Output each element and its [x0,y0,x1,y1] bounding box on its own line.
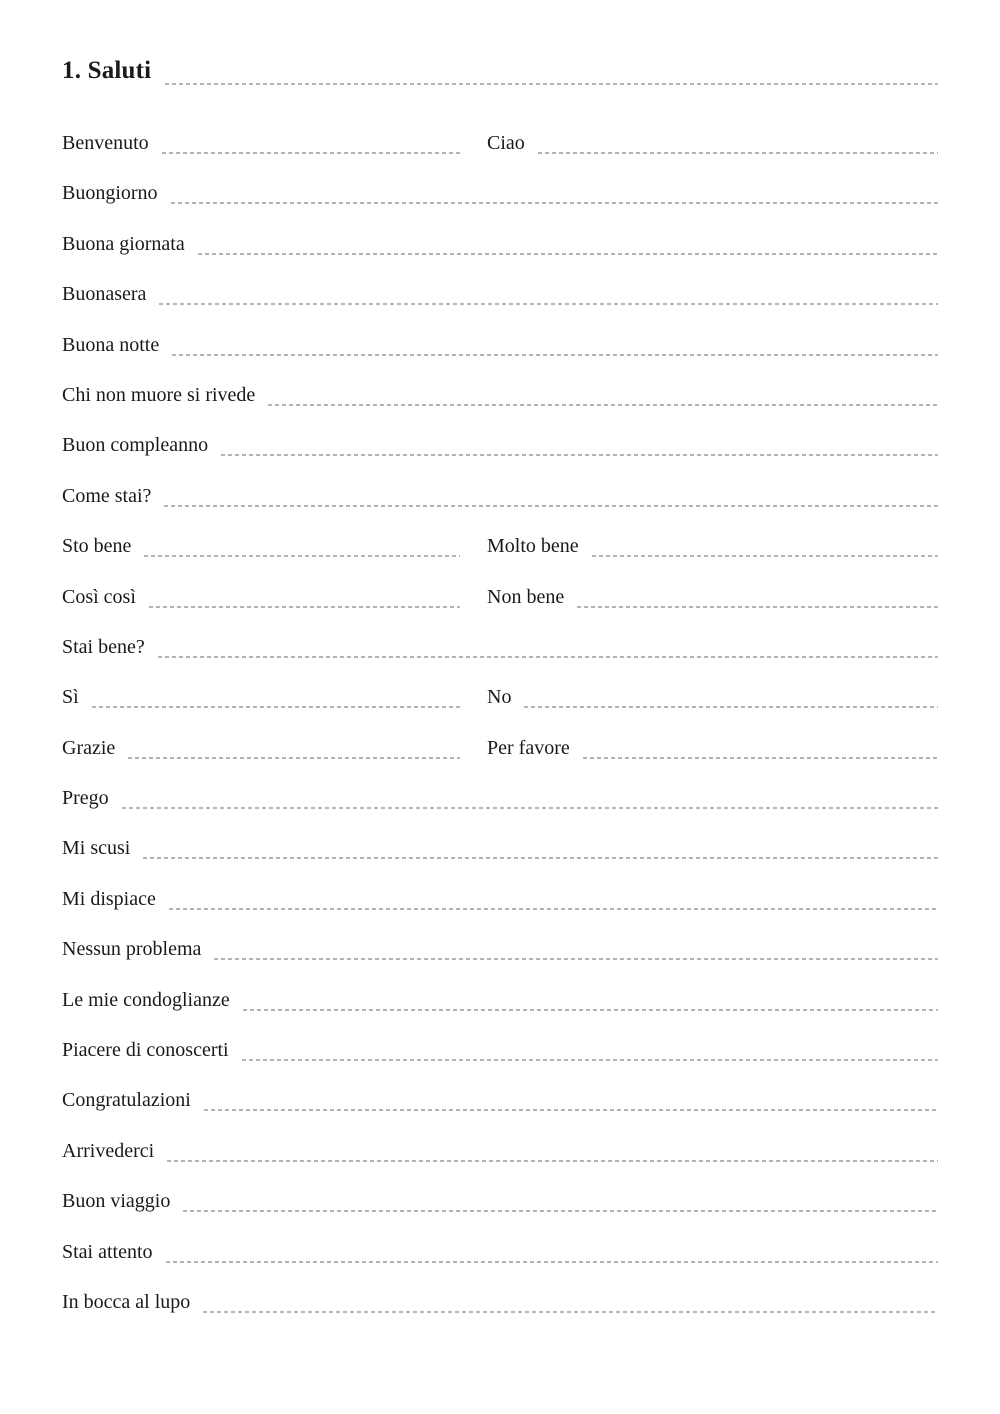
vocab-row [62,1227,938,1277]
term-label: Come stai? [62,484,152,507]
vocab-cell [62,622,938,672]
vocab-cell [62,1277,938,1327]
answer-line [221,454,938,456]
vocab-cell [62,118,460,168]
term-label: Buona giornata [62,232,185,255]
vocab-cell [62,1176,938,1226]
term-label: Le mie condoglianze [62,988,230,1011]
vocab-row [62,370,938,420]
vocab-row [62,773,938,823]
term-label: Buongiorno [62,182,158,205]
vocab-cell [62,269,938,319]
term-label: Così così [62,585,136,608]
vocab-cell [487,672,938,722]
vocab-cell [487,723,938,773]
vocab-row [62,521,938,571]
term-label: Ciao [487,132,525,154]
vocab-row [62,823,938,873]
vocab-cell [62,773,938,823]
vocab-row [62,672,938,722]
term-label: No [487,686,512,709]
answer-line [172,354,938,356]
vocab-cell [62,572,460,622]
vocab-row [62,1277,938,1327]
vocab-cell [62,168,938,218]
answer-line [592,555,938,557]
section-header [62,54,938,88]
answer-line [122,807,938,809]
answer-line [538,152,938,154]
vocab-row [62,269,938,319]
term-label: Benvenuto [62,132,149,154]
vocab-row [62,1126,938,1176]
answer-line [169,908,938,910]
term-label: Buon viaggio [62,1190,171,1213]
answer-line [167,1160,938,1162]
term-label: Buon compleanno [62,434,209,457]
term-label: Mi dispiace [62,887,156,910]
answer-line [242,1059,938,1061]
term-label: Stai attento [62,1240,153,1263]
answer-line [171,202,938,204]
term-label: Sto bene [62,535,132,558]
vocab-row [62,168,938,218]
answer-line [92,706,460,708]
vocab-cell [487,118,938,168]
vocab-row [62,320,938,370]
answer-line [149,606,460,608]
answer-line [164,505,938,507]
vocab-row [62,219,938,269]
term-label: Piacere di conoscerti [62,1039,229,1062]
vocab-cell [62,219,938,269]
vocab-cell [62,471,938,521]
vocab-cell [62,521,460,571]
vocab-cell [62,723,460,773]
vocab-row [62,622,938,672]
answer-line [162,152,460,154]
answer-line [158,656,938,658]
answer-line [198,253,938,255]
answer-line [159,303,938,305]
term-label: Stai bene? [62,635,145,658]
vocab-row [62,723,938,773]
answer-line [166,1261,938,1263]
vocab-cell [487,572,938,622]
answer-line [128,757,460,759]
vocab-row [62,471,938,521]
vocab-cell [62,975,938,1025]
term-label: In bocca al lupo [62,1290,191,1313]
vocab-cell [62,320,938,370]
vocab-row [62,420,938,470]
answer-line [183,1210,938,1212]
answer-line [268,404,938,406]
vocab-cell [62,924,938,974]
vocab-cell [62,1025,938,1075]
term-label: Arrivederci [62,1139,155,1162]
vocab-cell [62,1075,938,1125]
term-label: Sì [62,686,79,709]
vocab-row [62,975,938,1025]
vocab-cell [62,420,938,470]
term-label: Grazie [62,736,116,759]
vocab-cell [62,1227,938,1277]
term-label: Per favore [487,736,570,759]
answer-line [583,757,938,759]
term-label: Mi scusi [62,837,131,860]
answer-line [204,1109,938,1111]
answer-line [524,706,938,708]
vocab-row [62,1025,938,1075]
answer-line [144,555,460,557]
answer-line [143,857,938,859]
vocab-cell [62,874,938,924]
vocab-row [62,1075,938,1125]
vocab-row [62,118,938,168]
title-dotted-line [165,83,938,85]
answer-line [214,958,938,960]
term-label: Molto bene [487,535,579,558]
vocab-row [62,572,938,622]
vocab-cell [62,1126,938,1176]
vocab-cell [62,370,938,420]
vocab-row [62,924,938,974]
term-label: Congratulazioni [62,1089,191,1112]
vocab-cell [62,823,938,873]
term-label: Prego [62,787,109,810]
answer-line [203,1311,938,1313]
term-label: Non bene [487,585,565,608]
vocab-row [62,1176,938,1226]
vocab-cell [487,521,938,571]
term-label: Buonasera [62,283,147,306]
vocab-cell [62,672,460,722]
term-label: Nessun problema [62,938,202,961]
term-label: Buona notte [62,333,160,356]
vocab-rows [62,118,938,1327]
answer-line [577,606,938,608]
answer-line [243,1009,938,1011]
term-label: Chi non muore si rivede [62,383,256,406]
page-title: 1. Saluti [62,57,152,84]
vocab-row [62,874,938,924]
